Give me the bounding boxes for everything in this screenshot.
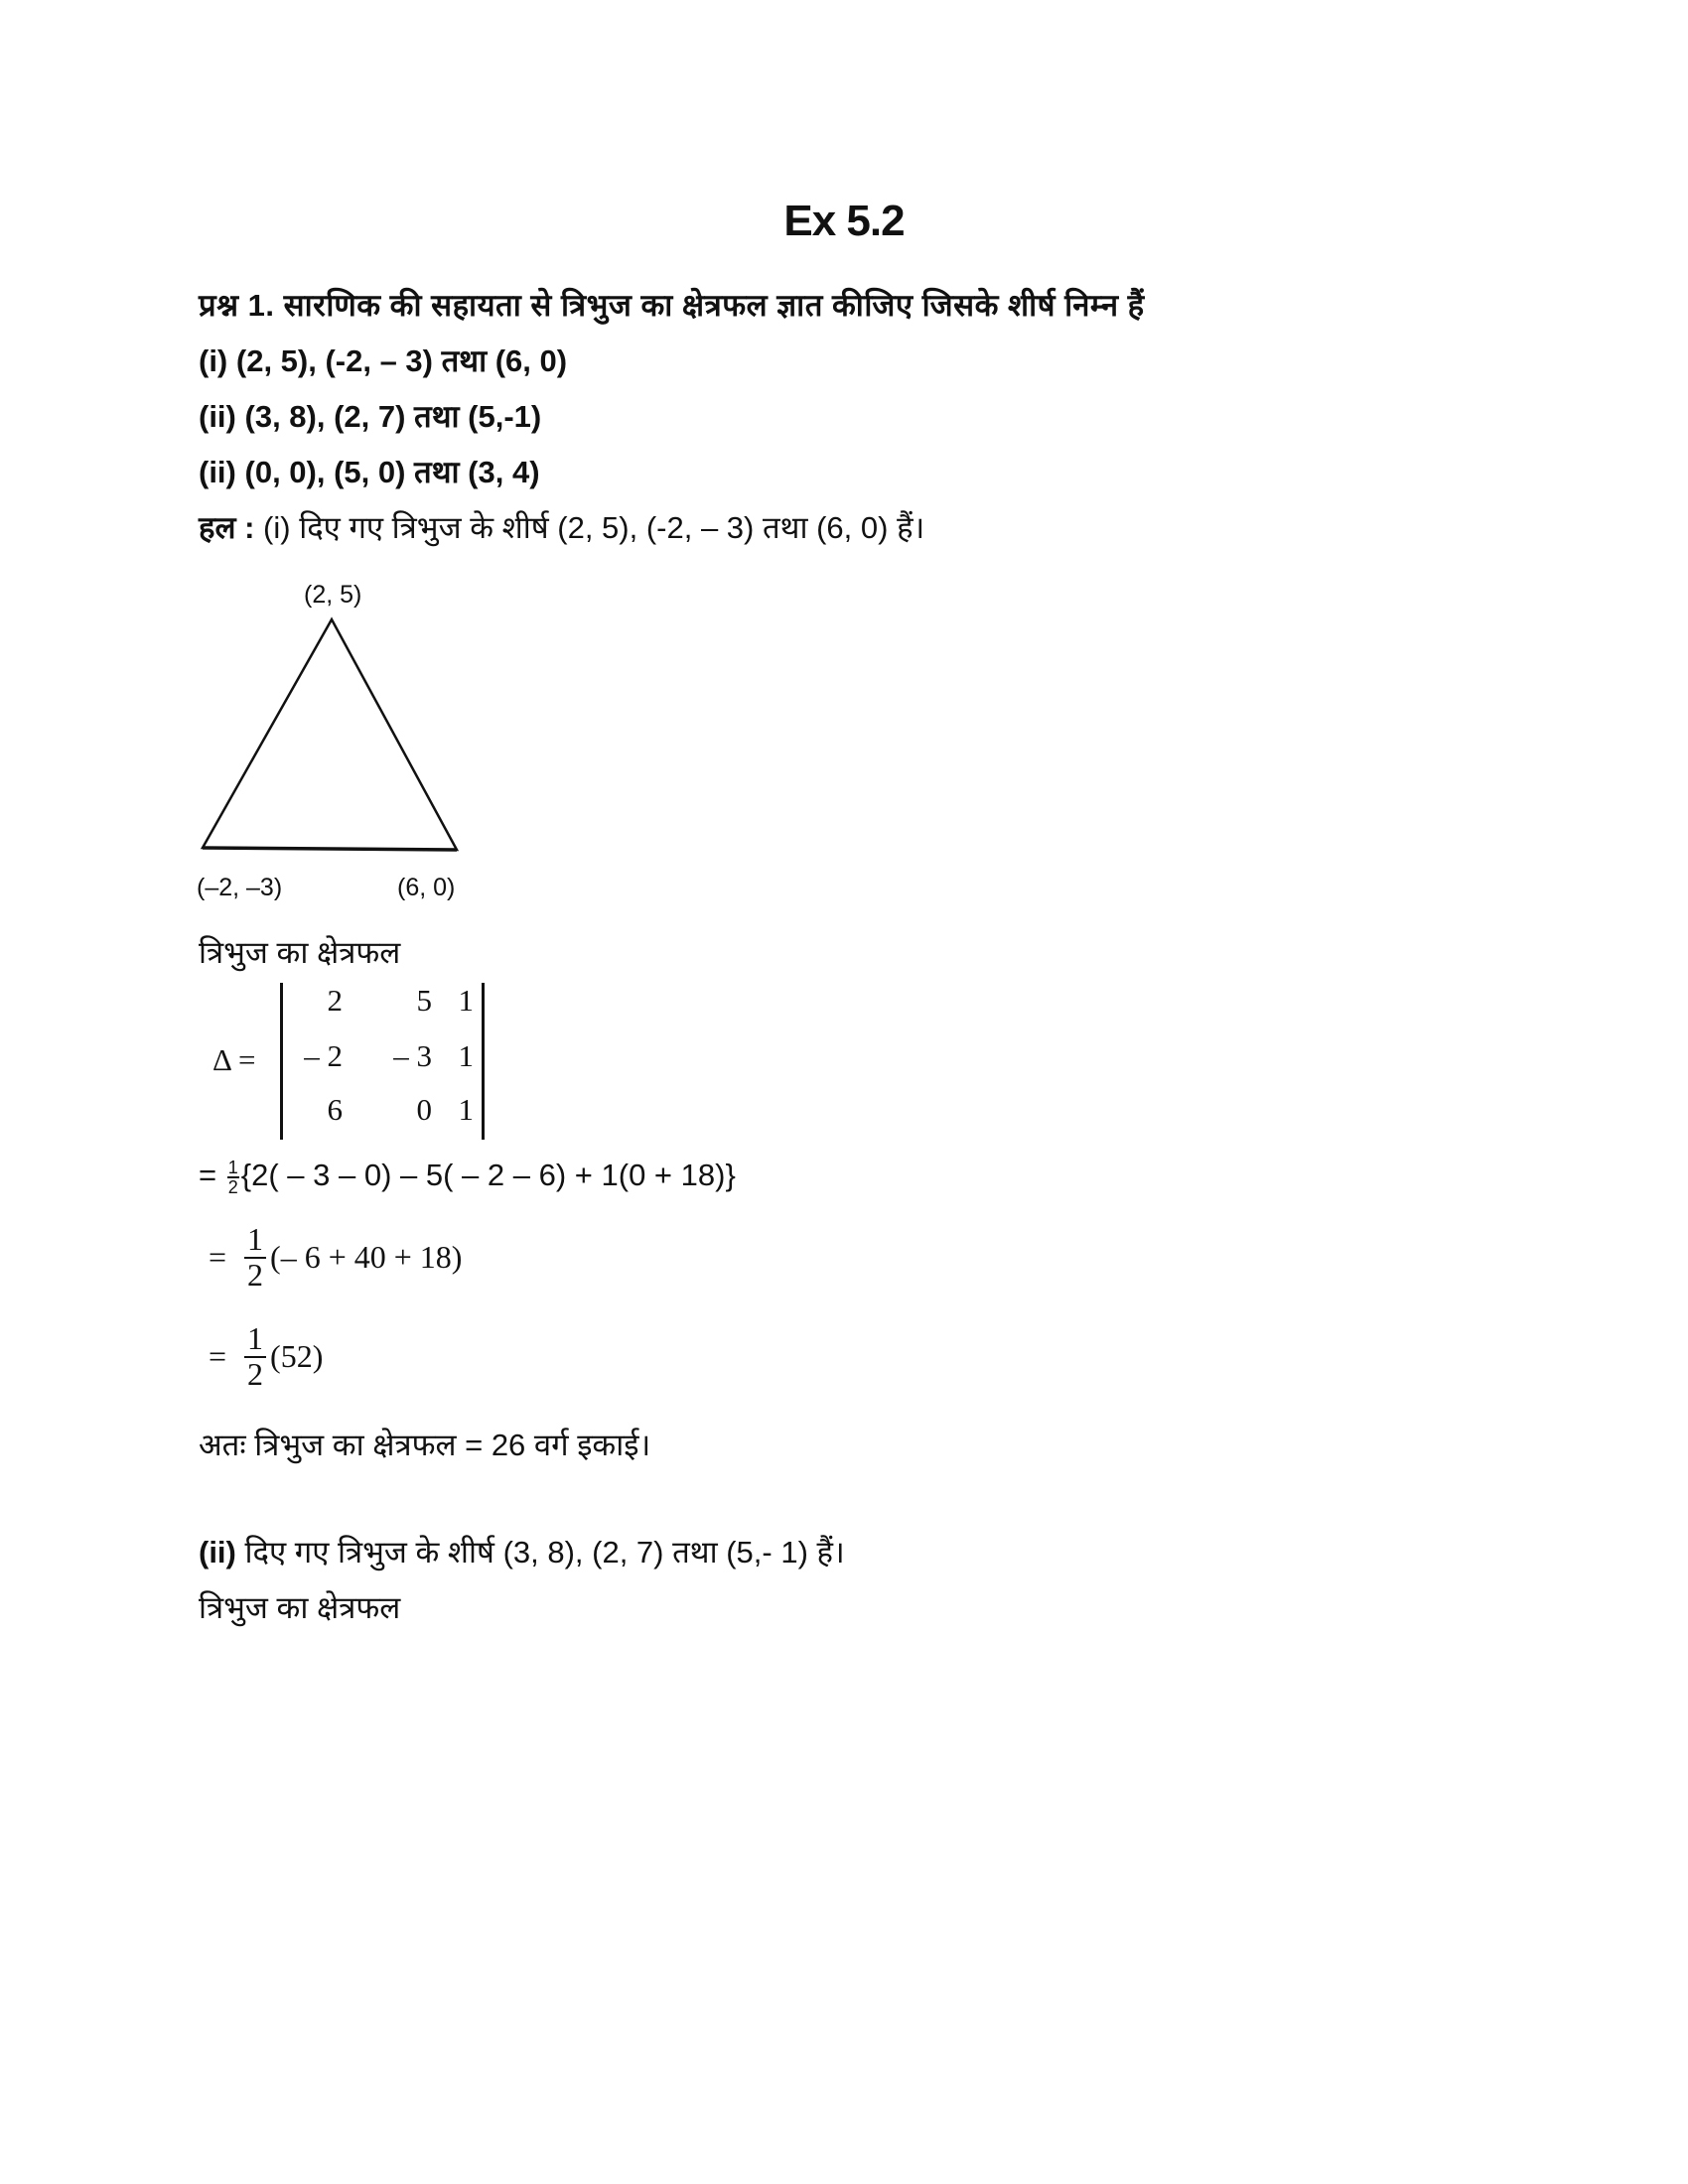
question-option-2: (ii) (3, 8), (2, 7) तथा (5,-1): [199, 399, 542, 434]
vertex-label-top: (2, 5): [304, 581, 362, 609]
question-option-1: (i) (2, 5), (-2, – 3) तथा (6, 0): [199, 343, 568, 378]
solution-1-text: (i) दिए गए त्रिभुज के शीर्ष (2, 5), (-2, – 3) तथा (6, 0) हैं।: [263, 510, 925, 545]
vertex-label-bottom-left: (–2, –3): [197, 874, 283, 901]
question-heading: [199, 290, 1145, 321]
triangle-diagram: [195, 576, 492, 913]
vertex-label-bottom-right: (6, 0): [397, 874, 456, 901]
fraction-half: $\frac{1}{2}$: [244, 1223, 266, 1292]
solution-prefix: हल :: [199, 510, 255, 545]
calculation-step-1: = $\frac{1}{2}$ {2( – 3 – 0) – 5( – 2 – 6) + 1(0 + 18)}: [199, 1157, 736, 1197]
calculation-step-2: = $\frac{1}{2}$ (– 6 + 40 + 18): [209, 1221, 463, 1293]
determinant-row: – 2 – 3 1: [304, 1038, 474, 1073]
solution-1-intro: [199, 512, 924, 543]
area-label-2: त्रिभुज का क्षेत्रफल: [199, 1590, 401, 1625]
fraction-half: $\frac{1}{2}$: [244, 1322, 266, 1391]
area-label-1: त्रिभुज का क्षेत्रफल: [199, 935, 401, 970]
exercise-title: Ex 5.2: [783, 197, 905, 245]
solution-2-text: दिए गए त्रिभुज के शीर्ष (3, 8), (2, 7) तथा (5,- 1) हैं।: [244, 1535, 845, 1570]
determinant-matrix: [280, 983, 485, 1140]
solution-2-label: (ii): [199, 1535, 236, 1570]
solution-1-conclusion: अतः त्रिभुज का क्षेत्रफल = 26 वर्ग इकाई।: [199, 1428, 651, 1462]
solution-2-intro: [199, 1537, 845, 1568]
determinant-row: 2 5 1: [327, 983, 474, 1018]
question-option-3: (ii) (0, 0), (5, 0) तथा (3, 4): [199, 455, 540, 489]
question-text: सारणिक की सहायता से त्रिभुज का क्षेत्रफल ज्ञात कीजिए जिसके शीर्ष निम्न हैं: [283, 288, 1145, 323]
calculation-step-3: = $\frac{1}{2}$ (52): [209, 1320, 324, 1392]
determinant-lhs: Δ =: [212, 1042, 256, 1077]
determinant-row: 6 0 1: [327, 1092, 474, 1127]
question-label: प्रश्न 1.: [199, 288, 275, 323]
fraction-half: $\frac{1}{2}$: [227, 1157, 238, 1197]
triangle-shape: [195, 576, 492, 913]
